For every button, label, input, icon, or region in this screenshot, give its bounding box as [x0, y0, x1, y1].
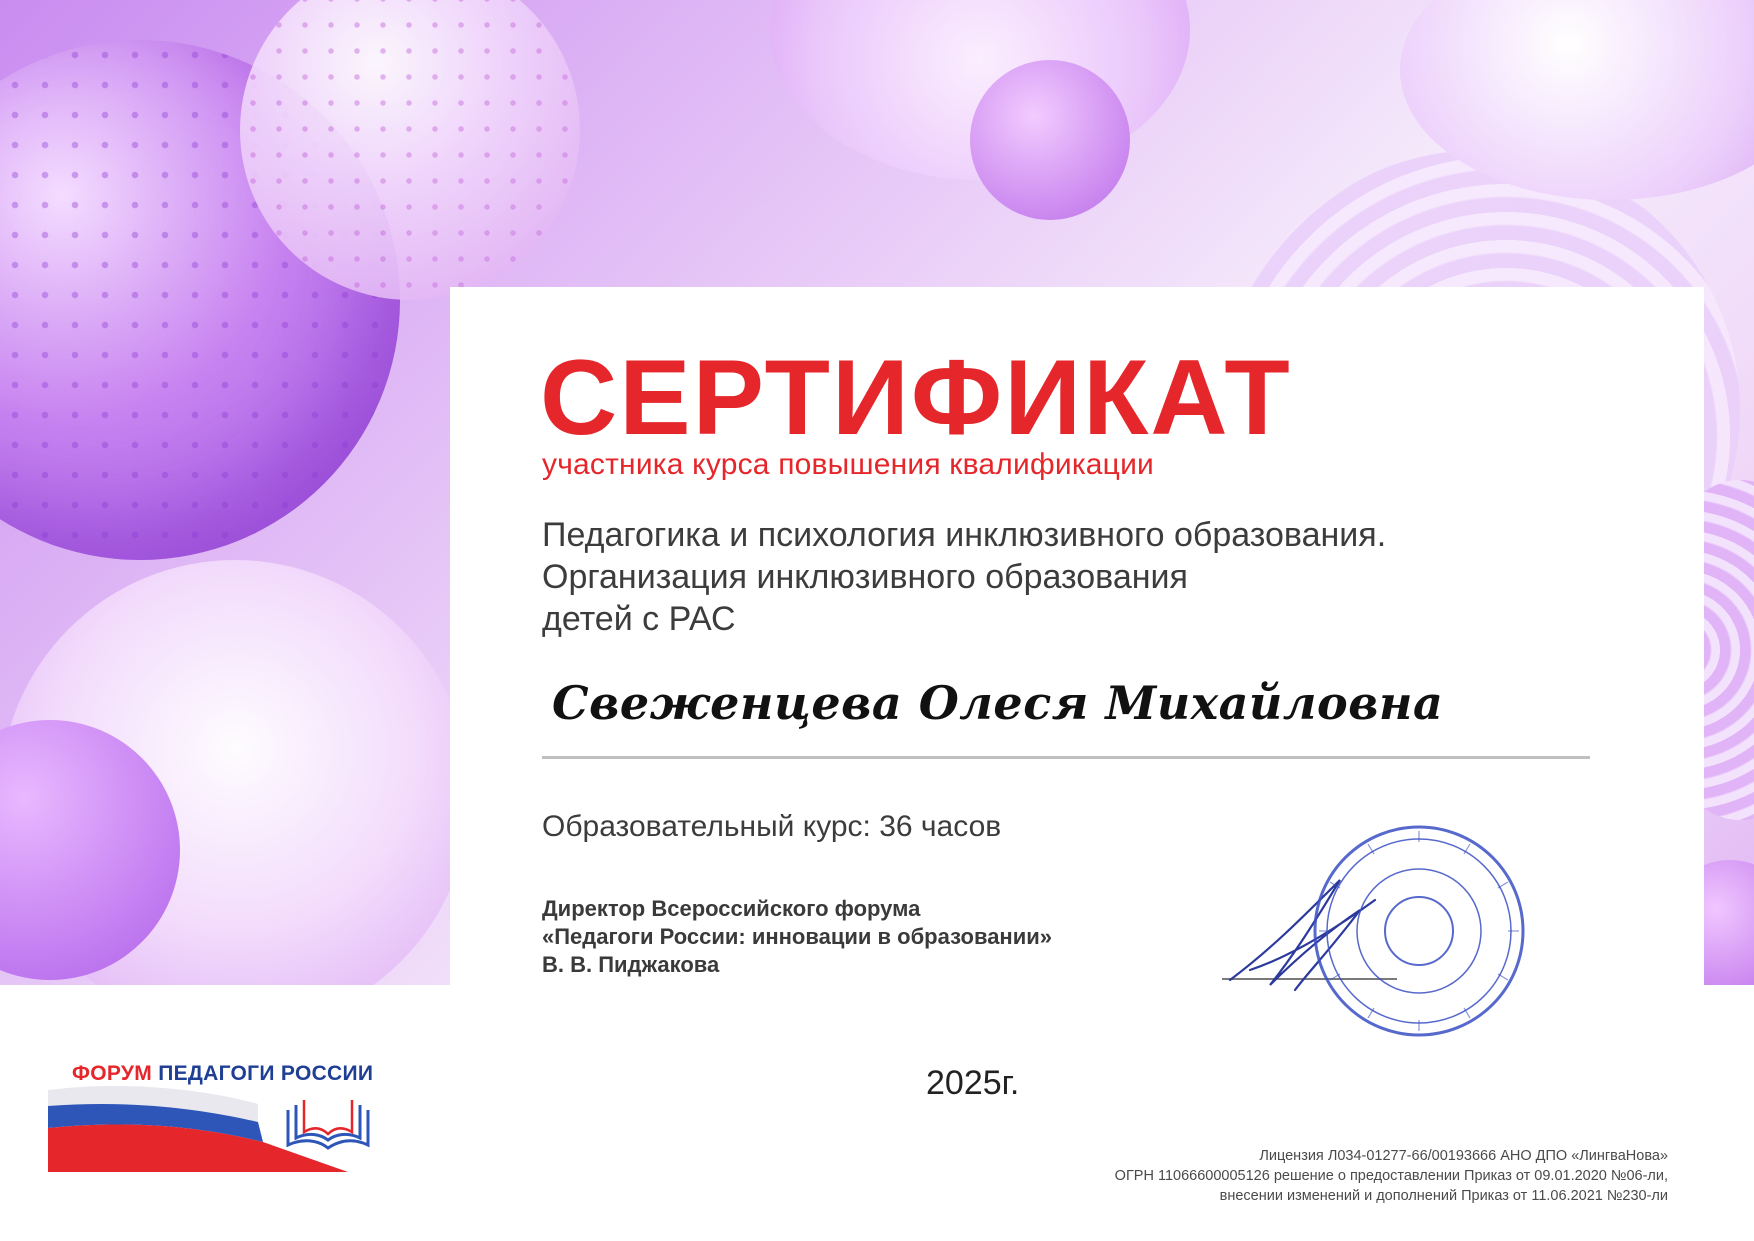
director-line: «Педагоги России: инновации в образовании»	[542, 924, 1052, 949]
certificate-title: СЕРТИФИКАТ	[540, 337, 1292, 457]
name-underline	[542, 756, 1590, 759]
logo-word-forum: ФОРУМ	[72, 1062, 153, 1085]
round-seal-stamp-icon	[1310, 822, 1528, 1040]
license-line: ОГРН 11066600005126 решение о предоставлении Приказ от 09.01.2020 №06-ли,	[1114, 1168, 1668, 1184]
director-line: Директор Всероссийского форума	[542, 896, 921, 921]
logo-text	[72, 1062, 373, 1086]
recipient-name: Свеженцева Олеся Михайловна	[552, 676, 1444, 730]
course-hours: Образовательный курс: 36 часов	[542, 810, 1002, 843]
course-title	[542, 514, 1542, 640]
course-title-line: Педагогика и психология инклюзивного образования.	[542, 516, 1387, 554]
course-title-line: Организация инклюзивного образования	[542, 558, 1188, 596]
license-info	[948, 1146, 1668, 1206]
logo-word-pedagogi: ПЕДАГОГИ РОССИИ	[158, 1062, 374, 1085]
decorative-sphere	[970, 60, 1130, 220]
license-line: внесении изменений и дополнений Приказ от 11.06.2021 №230-ли	[1219, 1188, 1668, 1204]
director-line: В. В. Пиджакова	[542, 952, 720, 977]
course-title-line: детей с РАС	[542, 600, 736, 638]
certificate-year: 2025г.	[926, 1064, 1020, 1102]
director-block	[542, 895, 1052, 979]
certificate-subtitle: участника курса повышения квалификации	[542, 448, 1154, 481]
license-line: Лицензия Л034-01277-66/00193666 АНО ДПО «ЛингваНова»	[1259, 1148, 1668, 1164]
